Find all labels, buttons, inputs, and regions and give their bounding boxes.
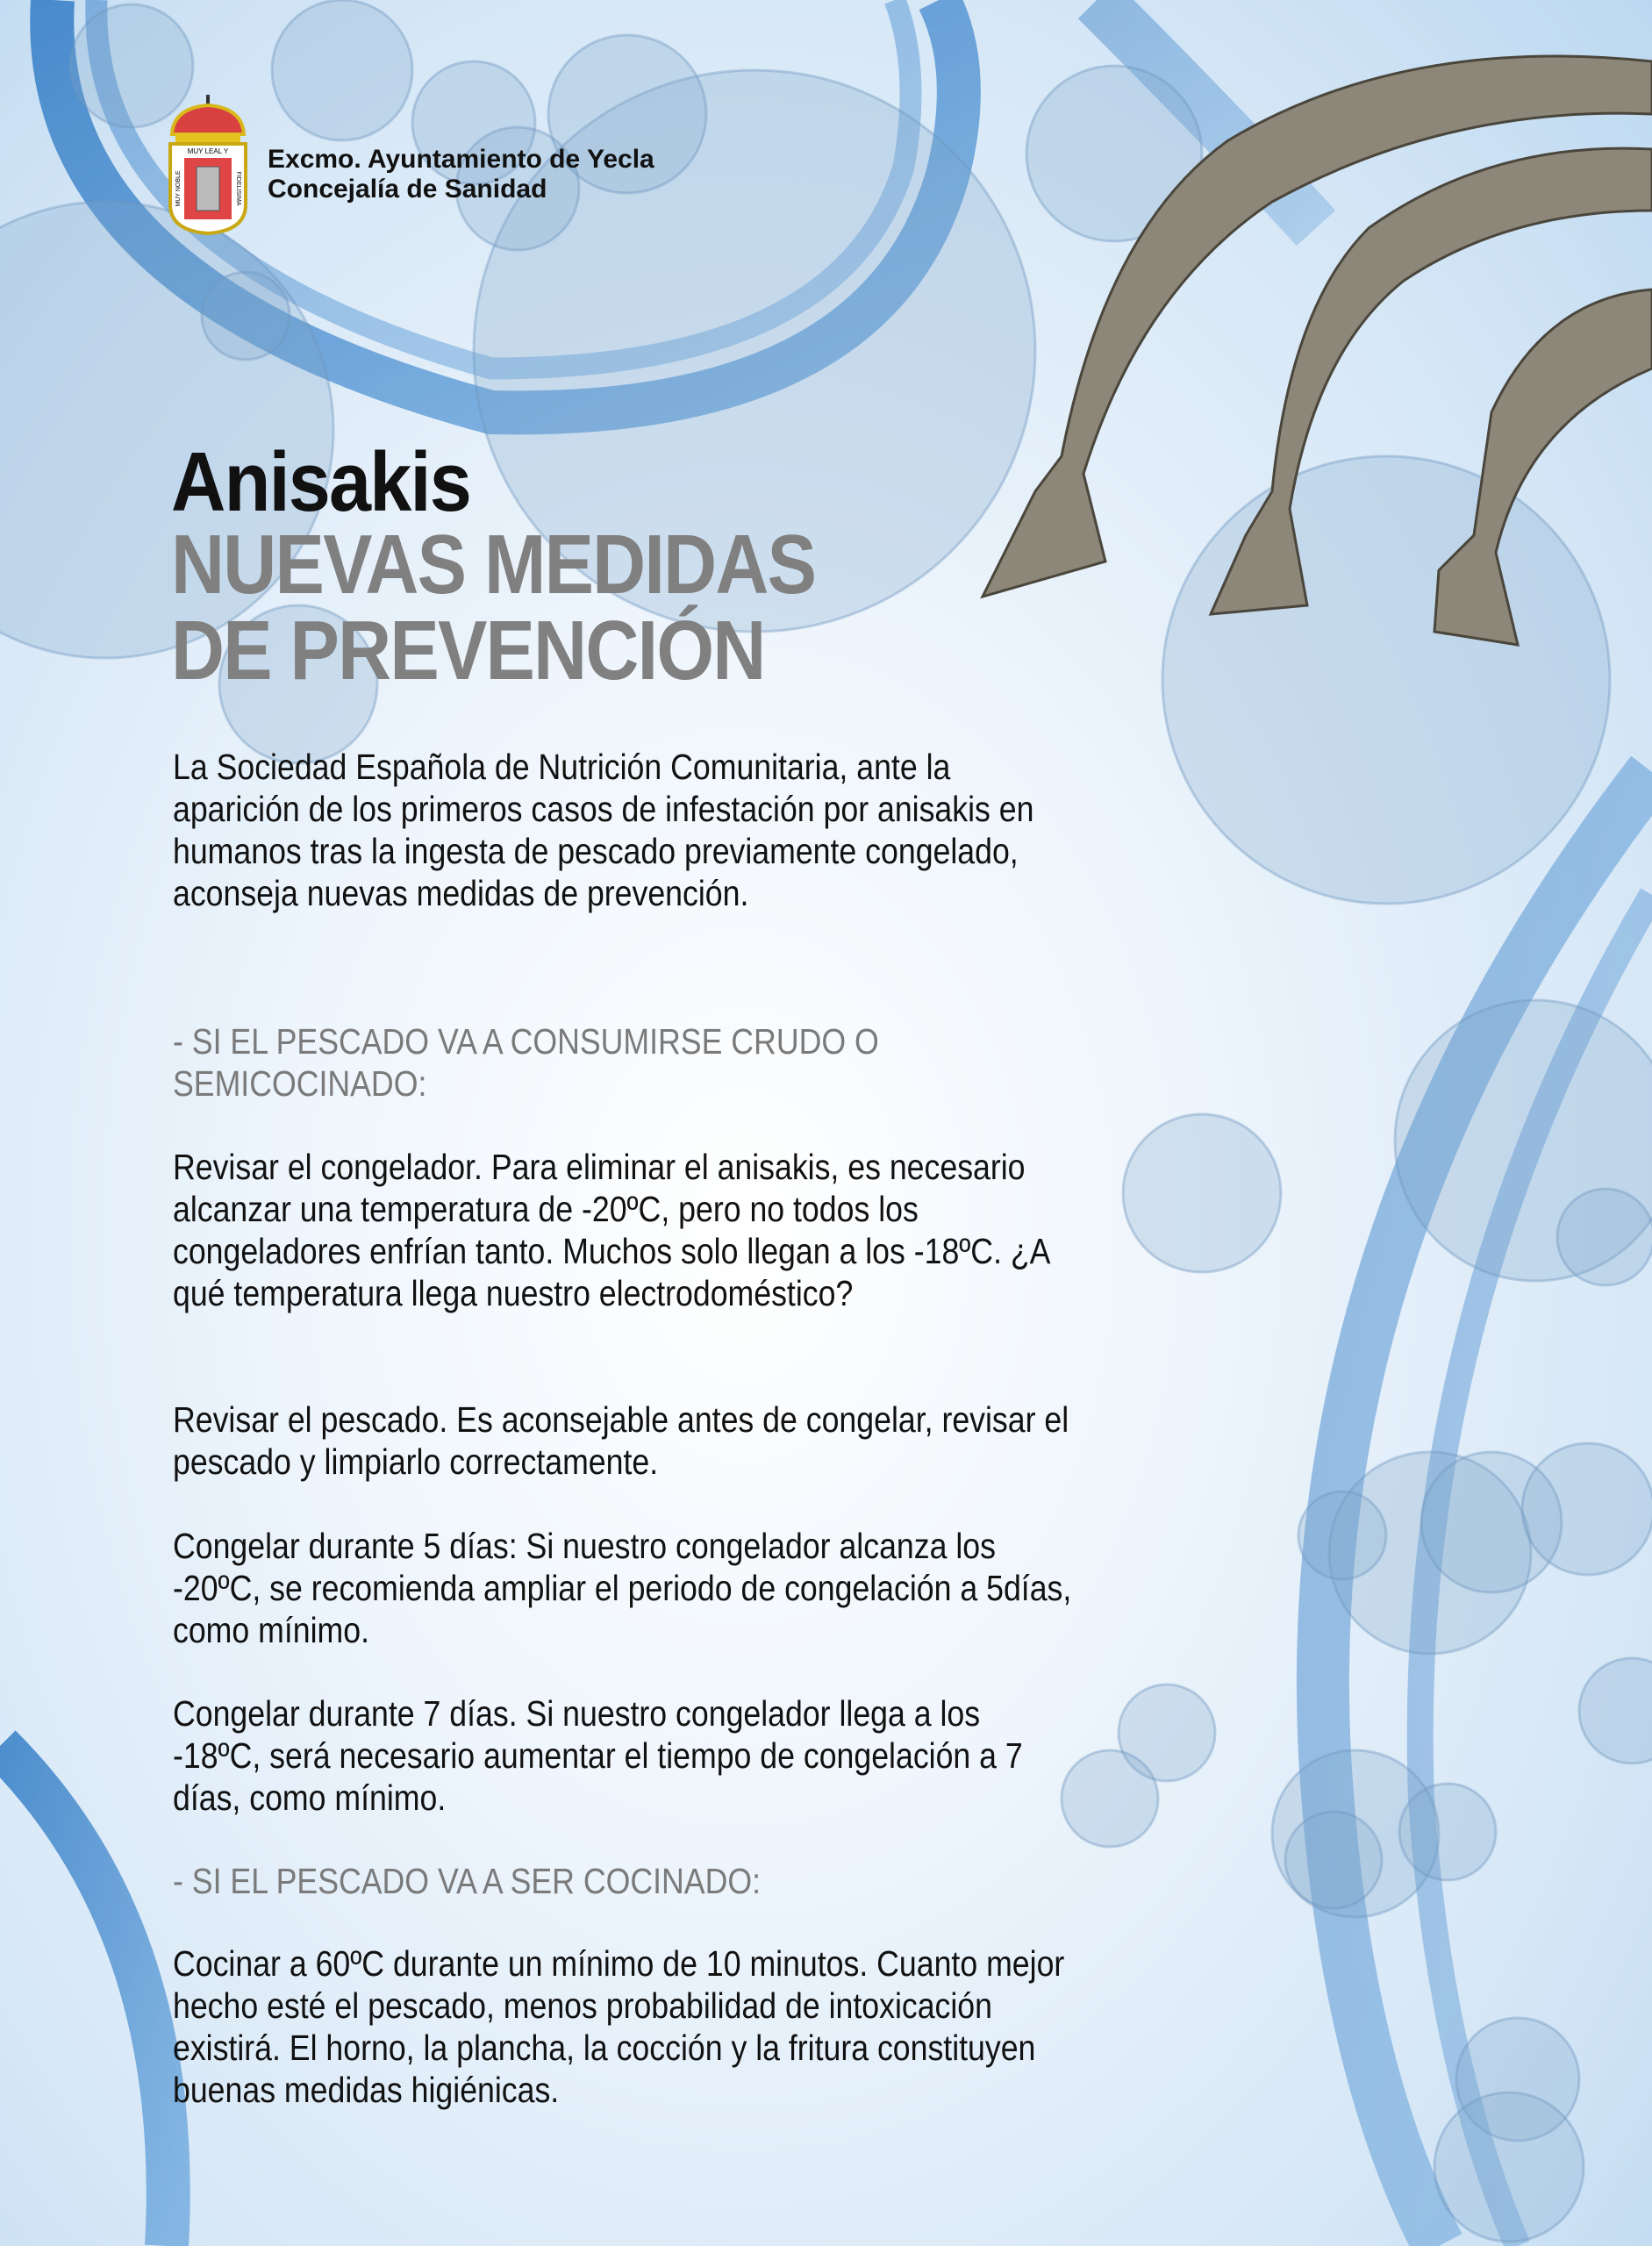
section-heading-cooked: - SI EL PESCADO VA A SER COCINADO: (173, 1861, 762, 1901)
organization-name (268, 145, 654, 204)
paragraph-fish-check: Revisar el pescado. Es aconsejable antes de congelar, revisar el pescado y limpiarlo correctamente. (173, 1399, 1069, 1482)
subtitle-line-2: DE PREVENCIÓN (171, 604, 765, 697)
org-line-2: Concejalía de Sanidad (268, 175, 547, 204)
coat-text-left: MUY NOBLE (175, 170, 182, 207)
subtitle-line-1: NUEVAS MEDIDAS (171, 518, 816, 612)
paragraph-freezer-check: Revisar el congelador. Para eliminar el anisakis, es necesario alcanzar una temperatura de -20ºC, pero no todos los congeladores enfrían tanto. Muchos solo llegan a los -18ºC. ¿A qué temperatura llega nuestro electrodoméstico? (173, 1147, 1049, 1313)
coat-text-top: MUY LEAL Y (187, 147, 229, 155)
section-heading-raw: - SI EL PESCADO VA A CONSUMIRSE CRUDO O SEMICOCINADO: (173, 1021, 879, 1104)
paragraph-freeze-7-days: Congelar durante 7 días. Si nuestro congelador llega a los -18ºC, será necesario aumentar el tiempo de congelación a 7 días, como mínimo. (173, 1693, 1023, 1818)
paragraph-freeze-5-days: Congelar durante 5 días: Si nuestro congelador alcanza los -20ºC, se recomienda ampliar el periodo de congelación a 5días, como mínimo. (173, 1526, 1072, 1650)
paragraph-cooking: Cocinar a 60ºC durante un mínimo de 10 minutos. Cuanto mejor hecho esté el pescado, menos probabilidad de intoxicación existirá. El horno, la plancha, la cocción y la fritura constituyen buenas medidas higiénicas. (173, 1943, 1065, 2110)
coat-text-right: FIDELISIMA (235, 171, 241, 206)
page-title: Anisakis (171, 435, 470, 529)
page-subtitle (171, 518, 816, 697)
intro-paragraph: La Sociedad Española de Nutrición Comunitaria, ante la aparición de los primeros casos de infestación por anisakis en humanos tras la ingesta de pescado previamente congelado, aconseja nuevas medidas de prevención. (173, 747, 1034, 913)
coat-of-arms-logo (165, 95, 251, 235)
org-line-1: Excmo. Ayuntamiento de Yecla (268, 145, 654, 174)
